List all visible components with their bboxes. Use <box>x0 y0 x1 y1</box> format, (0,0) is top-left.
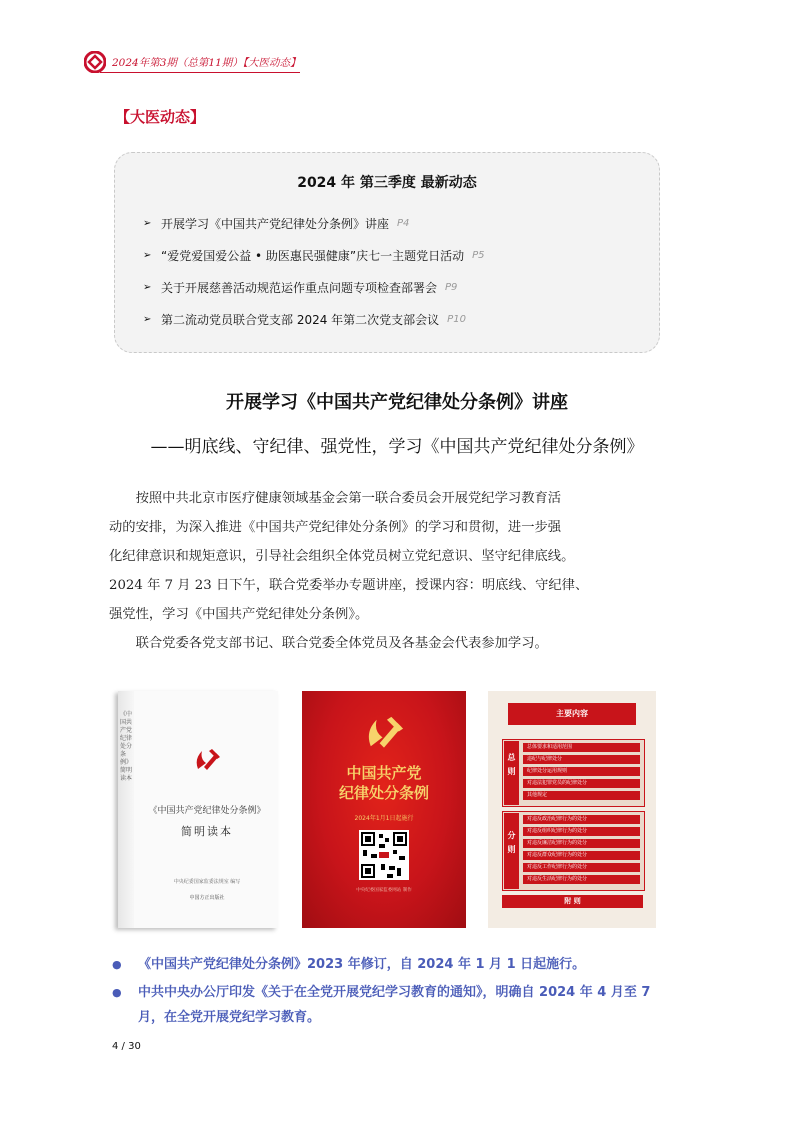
bullet-dot-icon: ● <box>112 958 122 971</box>
section-tag: 【大医动态】 <box>115 108 206 126</box>
body-line: 联合党委各党支部书记、联合党委全体党员及各基金会代表参加学习。 <box>135 636 548 651</box>
toc-item-label: 关于开展慈善活动规范运作重点问题专项检查部署会 <box>161 280 438 295</box>
contents-footer: 附 则 <box>502 895 643 908</box>
contents-row: 对违反廉洁纪律行为的处分 <box>523 839 640 848</box>
page-header <box>84 50 301 74</box>
contents-row: 对违反群众纪律行为的处分 <box>523 851 640 860</box>
book-title-line: 纪律处分条例 <box>338 784 429 802</box>
book-spine-text: 《中国共产党纪律处分条例》简明读本 <box>120 711 133 782</box>
body-line: 强党性，学习《中国共产党纪律处分条例》。 <box>109 607 369 622</box>
body-line: 2024 年 7 月 23 日下午，联合党委举办专题讲座，授课内容：明底线、守纪律、 <box>109 578 589 593</box>
header-text: 2024年第3期（总第11期）【大医动态】 <box>112 56 301 69</box>
main-contents-graphic <box>488 691 656 928</box>
toc-item[interactable] <box>143 245 485 265</box>
article-subtitle: ——明底线、守纪律、强党性，学习《中国共产党纪律处分条例》 <box>150 437 644 457</box>
body-line: 动的安排，为深入推进《中国共产党纪律处分条例》的学习和贯彻，进一步强 <box>109 520 562 535</box>
book-spine <box>118 691 134 928</box>
contents-row: 总体要求和适用范围 <box>523 743 640 752</box>
contents-row: 违纪与纪律处分 <box>523 755 640 764</box>
book-cover-simplified-reader <box>118 691 278 928</box>
contents-row: 对违反政治纪律行为的处分 <box>523 815 640 824</box>
contents-row: 对违反生活纪律行为的处分 <box>523 875 640 884</box>
foundation-logo-icon <box>84 51 106 73</box>
book-title: 《中国共产党纪律处分条例》 <box>148 806 266 816</box>
toc-item-page: P4 <box>397 217 410 229</box>
article-body <box>109 484 675 658</box>
toc-item[interactable] <box>143 277 457 297</box>
toc-item[interactable] <box>143 309 466 329</box>
body-line: 按照中共北京市医疗健康领域基金会第一联合委员会开展党纪学习教育活 <box>135 491 562 506</box>
book-cover-regulations <box>302 691 466 928</box>
header-divider <box>100 72 300 73</box>
toc-item[interactable] <box>143 213 409 233</box>
bullet-item <box>112 952 668 977</box>
article-title: 开展学习《中国共产党纪律处分条例》讲座 <box>226 392 568 413</box>
contents-group-specific <box>502 811 645 891</box>
body-line: 化纪律意识和规矩意识，引导社会组织全体党员树立党纪意识、坚守纪律底线。 <box>109 549 575 564</box>
book-date: 2024年1月1日起施行 <box>354 815 414 822</box>
bullet-item <box>112 980 668 1030</box>
book-publisher: 中国方正出版社 <box>189 895 225 901</box>
bullet-dot-icon: ● <box>112 986 122 999</box>
arrow-right-icon: ➢ <box>143 313 152 325</box>
toc-item-label: 第二流动党员联合党支部 2024 年第二次党支部会议 <box>161 312 440 327</box>
contents-row: 对违法犯罪党员的纪律处分 <box>523 779 640 788</box>
book-subtitle: 简明读本 <box>181 825 233 838</box>
arrow-right-icon: ➢ <box>143 249 152 261</box>
contents-row: 对违反组织纪律行为的处分 <box>523 827 640 836</box>
book-title <box>302 763 466 803</box>
contents-heading: 主要内容 <box>508 703 636 725</box>
toc-box <box>114 152 660 353</box>
contents-group-general <box>502 739 645 807</box>
contents-row: 对违反工作纪律行为的处分 <box>523 863 640 872</box>
arrow-right-icon: ➢ <box>143 217 152 229</box>
book-title-line: 中国共产党 <box>346 764 422 782</box>
toc-title: 2024 年 第三季度 最新动态 <box>297 175 477 191</box>
toc-item-page: P10 <box>447 313 466 325</box>
book-publisher: 中央纪委国家监委网站 制作 <box>356 888 412 893</box>
qr-code-icon <box>359 830 409 880</box>
toc-item-label: “爱党爱国爱公益 • 助医惠民强健康”庆七一主题党日活动 <box>161 248 465 263</box>
contents-row: 其他规定 <box>523 791 640 800</box>
page-number: 4 / 30 <box>112 1041 141 1052</box>
toc-item-label: 开展学习《中国共产党纪律处分条例》讲座 <box>161 216 390 231</box>
group-label: 总则 <box>504 741 519 805</box>
toc-item-page: P9 <box>445 281 458 293</box>
hammer-sickle-icon <box>362 711 406 755</box>
bullet-text: 中共中央办公厅印发《关于在全党开展党纪学习教育的通知》，明确自 2024 年 4 月至 7 月，在全党开展党纪学习教育。 <box>138 985 651 1025</box>
arrow-right-icon: ➢ <box>143 281 152 293</box>
book-editor: 中央纪委国家监委法规室 编写 <box>173 879 241 885</box>
group-label: 分则 <box>504 813 519 889</box>
contents-row: 纪律处分运用规则 <box>523 767 640 776</box>
hammer-sickle-icon <box>192 745 222 775</box>
toc-item-page: P5 <box>472 249 485 261</box>
bullet-text: 《中国共产党纪律处分条例》2023 年修订，自 2024 年 1 月 1 日起施行。 <box>138 957 586 972</box>
